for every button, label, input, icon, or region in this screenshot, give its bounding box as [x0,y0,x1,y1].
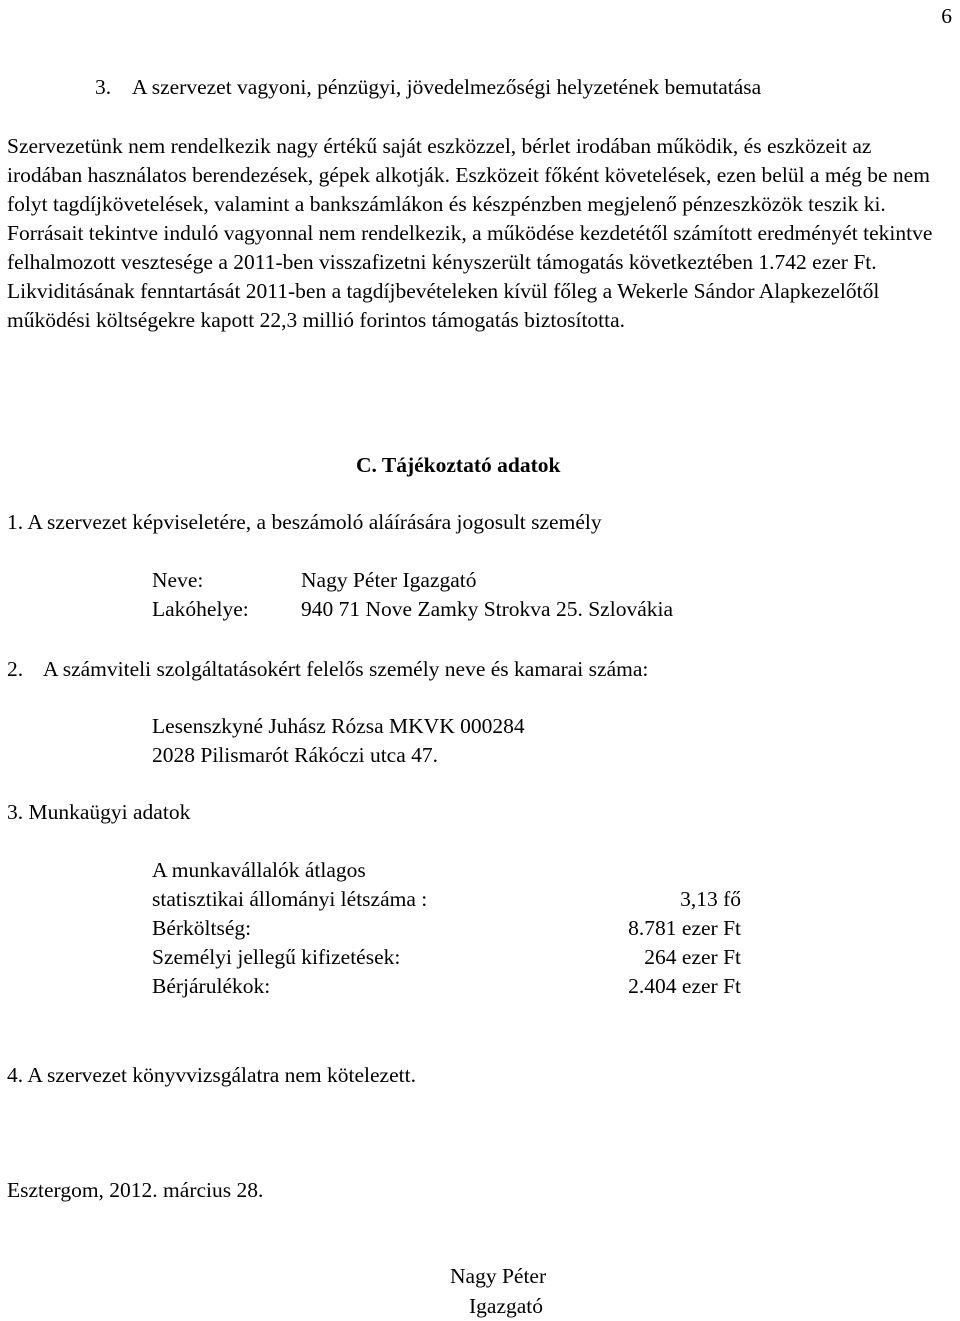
item2-title-text: A számviteli szolgáltatásokért felelős személy neve és kamarai száma: [43,657,649,681]
item3-title: 3. Munkaügyi adatok [7,800,191,824]
signature-name: Nagy Péter [450,1264,547,1288]
stat-label: Személyi jellegű kifizetések: [152,945,401,969]
stat-label: statisztikai állományi létszáma : [152,887,428,911]
stat-value: 2.404 ezer Ft [628,974,741,998]
item4-title: 4. A szervezet könyvvizsgálatra nem kötelezett. [7,1063,416,1087]
address-value: 940 71 Nove Zamky Strokva 25. Szlovákia [301,597,674,621]
stat-label: Bérköltség: [152,916,252,940]
stat-value: 264 ezer Ft [644,945,741,969]
section-c-heading: C. Tájékoztató adatok [356,453,561,477]
paragraph-liquidity: Likviditásának fenntartását 2011-ben a tagdíjbevételeken kívül főleg a Wekerle Sándor Alapkezelőtől működési költségekre kapott 22,3 millió forintos támogatás biztosította. [7,279,880,332]
stat-value: 3,13 fő [680,887,741,911]
address-label: Lakóhelye: [152,597,249,621]
labor-intro: A munkavállalók átlagos [152,858,366,882]
section-title-text: A szervezet vagyoni, pénzügyi, jövedelmezőségi helyzetének bemutatása [132,75,762,99]
accountant-line1: Lesenszkyné Juhász Rózsa MKVK 000284 [152,714,525,738]
page-number: 6 [941,4,952,28]
paragraph-sources: Forrásait tekintve induló vagyonnal nem rendelkezik, a működése kezdetétől számított eredményét tekintve felhalmozott vesztesége a 2011-ben visszafizetni kényszerült támogatás következtében 1.742 ezer Ft. [7,221,933,274]
place-date: Esztergom, 2012. március 28. [7,1178,264,1202]
stat-value: 8.781 ezer Ft [628,916,741,940]
stat-label: Bérjárulékok: [152,974,271,998]
section-body [7,132,940,335]
accountant-line2: 2028 Pilismarót Rákóczi utca 47. [152,743,439,767]
name-value: Nagy Péter Igazgató [301,568,477,592]
item2-number: 2. [7,657,24,681]
section-number: 3. [95,75,112,99]
paragraph-assets: Szervezetünk nem rendelkezik nagy értékű saját eszközzel, bérlet irodában működik, és eszközeit az irodában használatos berendezések, gépek alkotják. Eszközeit főként követelések, ezen belül a még be nem folyt tagdíjkövetelések, valamint a bankszámlákon és készpénzben megjelenő pénzeszközök teszik ki. [7,134,930,216]
name-label: Neve: [152,568,204,592]
section-title [95,73,761,102]
signature-title: Igazgató [469,1294,544,1318]
item1-title: 1. A szervezet képviseletére, a beszámoló aláírására jogosult személy [7,510,602,534]
item2-title [7,655,648,684]
